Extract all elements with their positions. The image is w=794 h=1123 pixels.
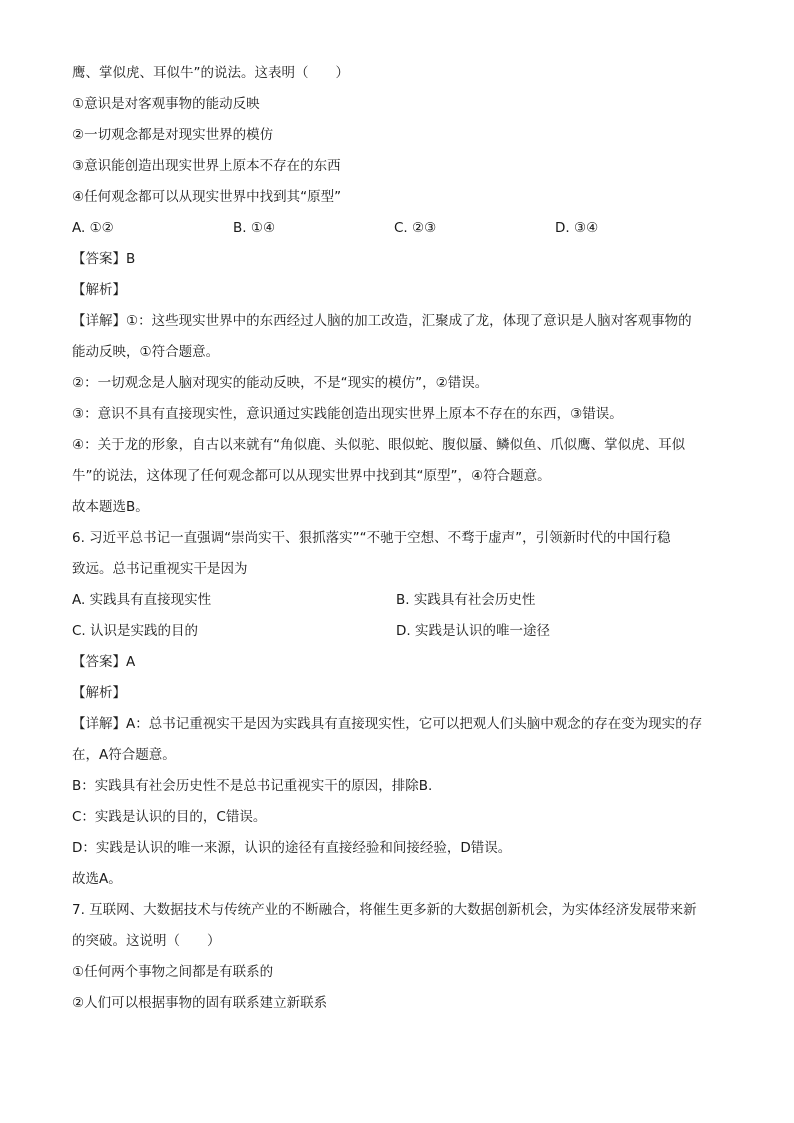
q6-option-a: A. 实践具有直接现实性 xyxy=(72,592,212,608)
q6-stem-a: 6. 习近平总书记一直强调“崇尚实干、狠抓落实”“不驰于空想、不骛于虚声”，引领新时代的中国行稳 xyxy=(72,530,671,546)
q6-option-b: B. 实践具有社会历史性 xyxy=(396,592,536,608)
q5-answer: 【答案】B xyxy=(72,251,136,267)
q5-statement-1: ①意识是对客观事物的能动反映 xyxy=(72,96,260,112)
q6-answer: 【答案】A xyxy=(72,654,136,670)
q7-stem-b: 的突破。这说明（ ） xyxy=(72,933,221,949)
q5-detail-1a: 【详解】①：这些现实世界中的东西经过人脑的加工改造，汇聚成了龙，体现了意识是人脑对客观事物的 xyxy=(72,313,692,329)
q5-conclusion: 故本题选B。 xyxy=(72,499,149,515)
q5-option-c: C. ②③ xyxy=(394,220,437,236)
q7-stem-a: 7. 互联网、大数据技术与传统产业的不断融合，将催生更多新的大数据创新机会，为实体经济发展带来新 xyxy=(72,902,697,918)
q5-detail-4b: 牛”的说法，这体现了任何观念都可以从现实世界中找到其“原型”，④符合题意。 xyxy=(72,468,551,484)
q6-detail-d: D：实践是认识的唯一来源，认识的途径有直接经验和间接经验，D错误。 xyxy=(72,840,512,856)
q5-stem-tail: 鹰、掌似虎、耳似牛”的说法。这表明（ ） xyxy=(72,65,349,81)
q6-detail-c: C：实践是认识的目的，C错误。 xyxy=(72,809,267,825)
q5-option-b: B. ①④ xyxy=(233,220,276,236)
q6-option-c: C. 认识是实践的目的 xyxy=(72,623,199,639)
q5-analysis-heading: 【解析】 xyxy=(72,282,126,298)
q5-option-d: D. ③④ xyxy=(555,220,599,236)
q6-detail-a1: 【详解】A：总书记重视实干是因为实践具有直接现实性，它可以把观人们头脑中观念的存在变为现实的存 xyxy=(72,716,703,732)
q5-detail-3: ③：意识不具有直接现实性，意识通过实践能创造出现实世界上原本不存在的东西，③错误。 xyxy=(72,406,623,422)
q5-option-a: A. ①② xyxy=(72,220,114,236)
document-page xyxy=(72,58,732,1019)
q5-statement-2: ②一切观念都是对现实世界的模仿 xyxy=(72,127,274,143)
q6-stem-b: 致远。总书记重视实干是因为 xyxy=(72,561,248,577)
q6-analysis-heading: 【解析】 xyxy=(72,685,126,701)
q6-options-row-1 xyxy=(72,585,732,616)
q5-statement-4: ④任何观念都可以从现实世界中找到其“原型” xyxy=(72,189,342,205)
q6-detail-a2: 在，A符合题意。 xyxy=(72,747,176,763)
q5-statement-3: ③意识能创造出现实世界上原本不存在的东西 xyxy=(72,158,341,174)
q6-option-d: D. 实践是认识的唯一途径 xyxy=(396,623,550,639)
q5-detail-1b: 能动反映，①符合题意。 xyxy=(72,344,220,360)
q6-options-row-2 xyxy=(72,616,732,647)
q7-statement-1: ①任何两个事物之间都是有联系的 xyxy=(72,964,274,980)
q6-detail-b: B：实践具有社会历史性不是总书记重视实干的原因，排除B. xyxy=(72,778,433,794)
q5-detail-4a: ④：关于龙的形象，自古以来就有“角似鹿、头似驼、眼似蛇、腹似蜃、鳞似鱼、爪似鹰、掌似虎、耳似 xyxy=(72,437,686,453)
q5-options xyxy=(72,213,732,244)
q7-statement-2: ②人们可以根据事物的固有联系建立新联系 xyxy=(72,995,328,1011)
q5-detail-2: ②：一切观念是人脑对现实的能动反映，不是“现实的模仿”，②错误。 xyxy=(72,375,489,391)
q6-conclusion: 故选A。 xyxy=(72,871,122,887)
